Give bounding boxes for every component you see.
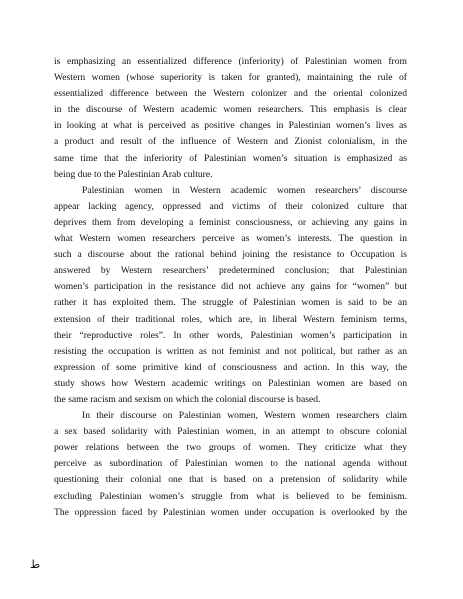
text-line: in looking at what is perceived as positive changes in Palestinian women’s lives as [54, 120, 407, 132]
text-line: excluding Palestinian women’s struggle from what is believed to be feminism. [54, 490, 407, 502]
text-line: questioning their colonial one that is based on a pretension of solidarity while [54, 474, 407, 486]
text-line: rather it has exploited them. The struggle of Palestinian women is said to be an [54, 297, 407, 309]
text-line: such a discourse about the rational behind joining the resistance to Occupation is [54, 249, 407, 261]
paragraph [54, 183, 407, 408]
text-line: appear lacking agency, oppressed and victims of their colonized culture that [54, 200, 407, 212]
body-text [54, 54, 407, 521]
text-line: expression of some primitive kind of consciousness and action. In this way, the [54, 361, 407, 373]
page-number: ط [30, 558, 41, 571]
text-line: The oppression faced by Palestinian women under occupation is overlooked by the [54, 506, 407, 518]
text-line: essentialized difference between the Western colonizer and the oriental colonized [54, 88, 407, 100]
text-line: in the discourse of Western academic women researchers. This emphasis is clear [54, 104, 407, 116]
text-line: answered by Western researchers’ predetermined conclusion; that Palestinian [54, 265, 407, 277]
text-line: their “reproductive roles”. In other words, Palestinian women’s participation in [54, 329, 407, 341]
text-line: a product and result of the influence of Western and Zionist colonialism, in the [54, 136, 407, 148]
text-line: extension of their traditional roles, which are, in liberal Western feminism terms, [54, 313, 407, 325]
text-line: same time that the inferiority of Palestinian women’s situation is emphasized as [54, 152, 407, 164]
text-line: resisting the occupation is written as not feminist and not political, but rather as an [54, 345, 407, 357]
text-line: study shows how Western academic writings on Palestinian women are based on [54, 377, 407, 389]
text-line: a sex based solidarity with Palestinian women, in an attempt to obscure colonial [54, 426, 407, 438]
text-line: what Western women researchers perceive as women’s interests. The question in [54, 233, 407, 245]
text-line: is emphasizing an essentialized difference (inferiority) of Palestinian women from [54, 56, 407, 67]
paragraph [54, 54, 407, 183]
text-line: women’s participation in the resistance did not achieve any gains for “women” but [54, 281, 407, 293]
paragraph [54, 408, 407, 521]
text-line: In their discourse on Palestinian women, Western women researchers claim [82, 410, 407, 422]
text-line: Palestinian women in Western academic women researchers’ discourse [82, 184, 407, 196]
text-line: perceive as subordination of Palestinian women to the national agenda without [54, 458, 407, 470]
text-line: power relations between the two groups of women. They criticize what they [54, 442, 407, 454]
text-line: the same racism and sexism on which the colonial discourse is based. [54, 393, 321, 405]
text-line: Western women (whose superiority is taken for granted), maintaining the rule of [54, 72, 407, 84]
text-line: deprives them from developing a feminist consciousness, or achieving any gains in [54, 216, 407, 228]
text-line: being due to the Palestinian Arab culture. [54, 168, 213, 180]
